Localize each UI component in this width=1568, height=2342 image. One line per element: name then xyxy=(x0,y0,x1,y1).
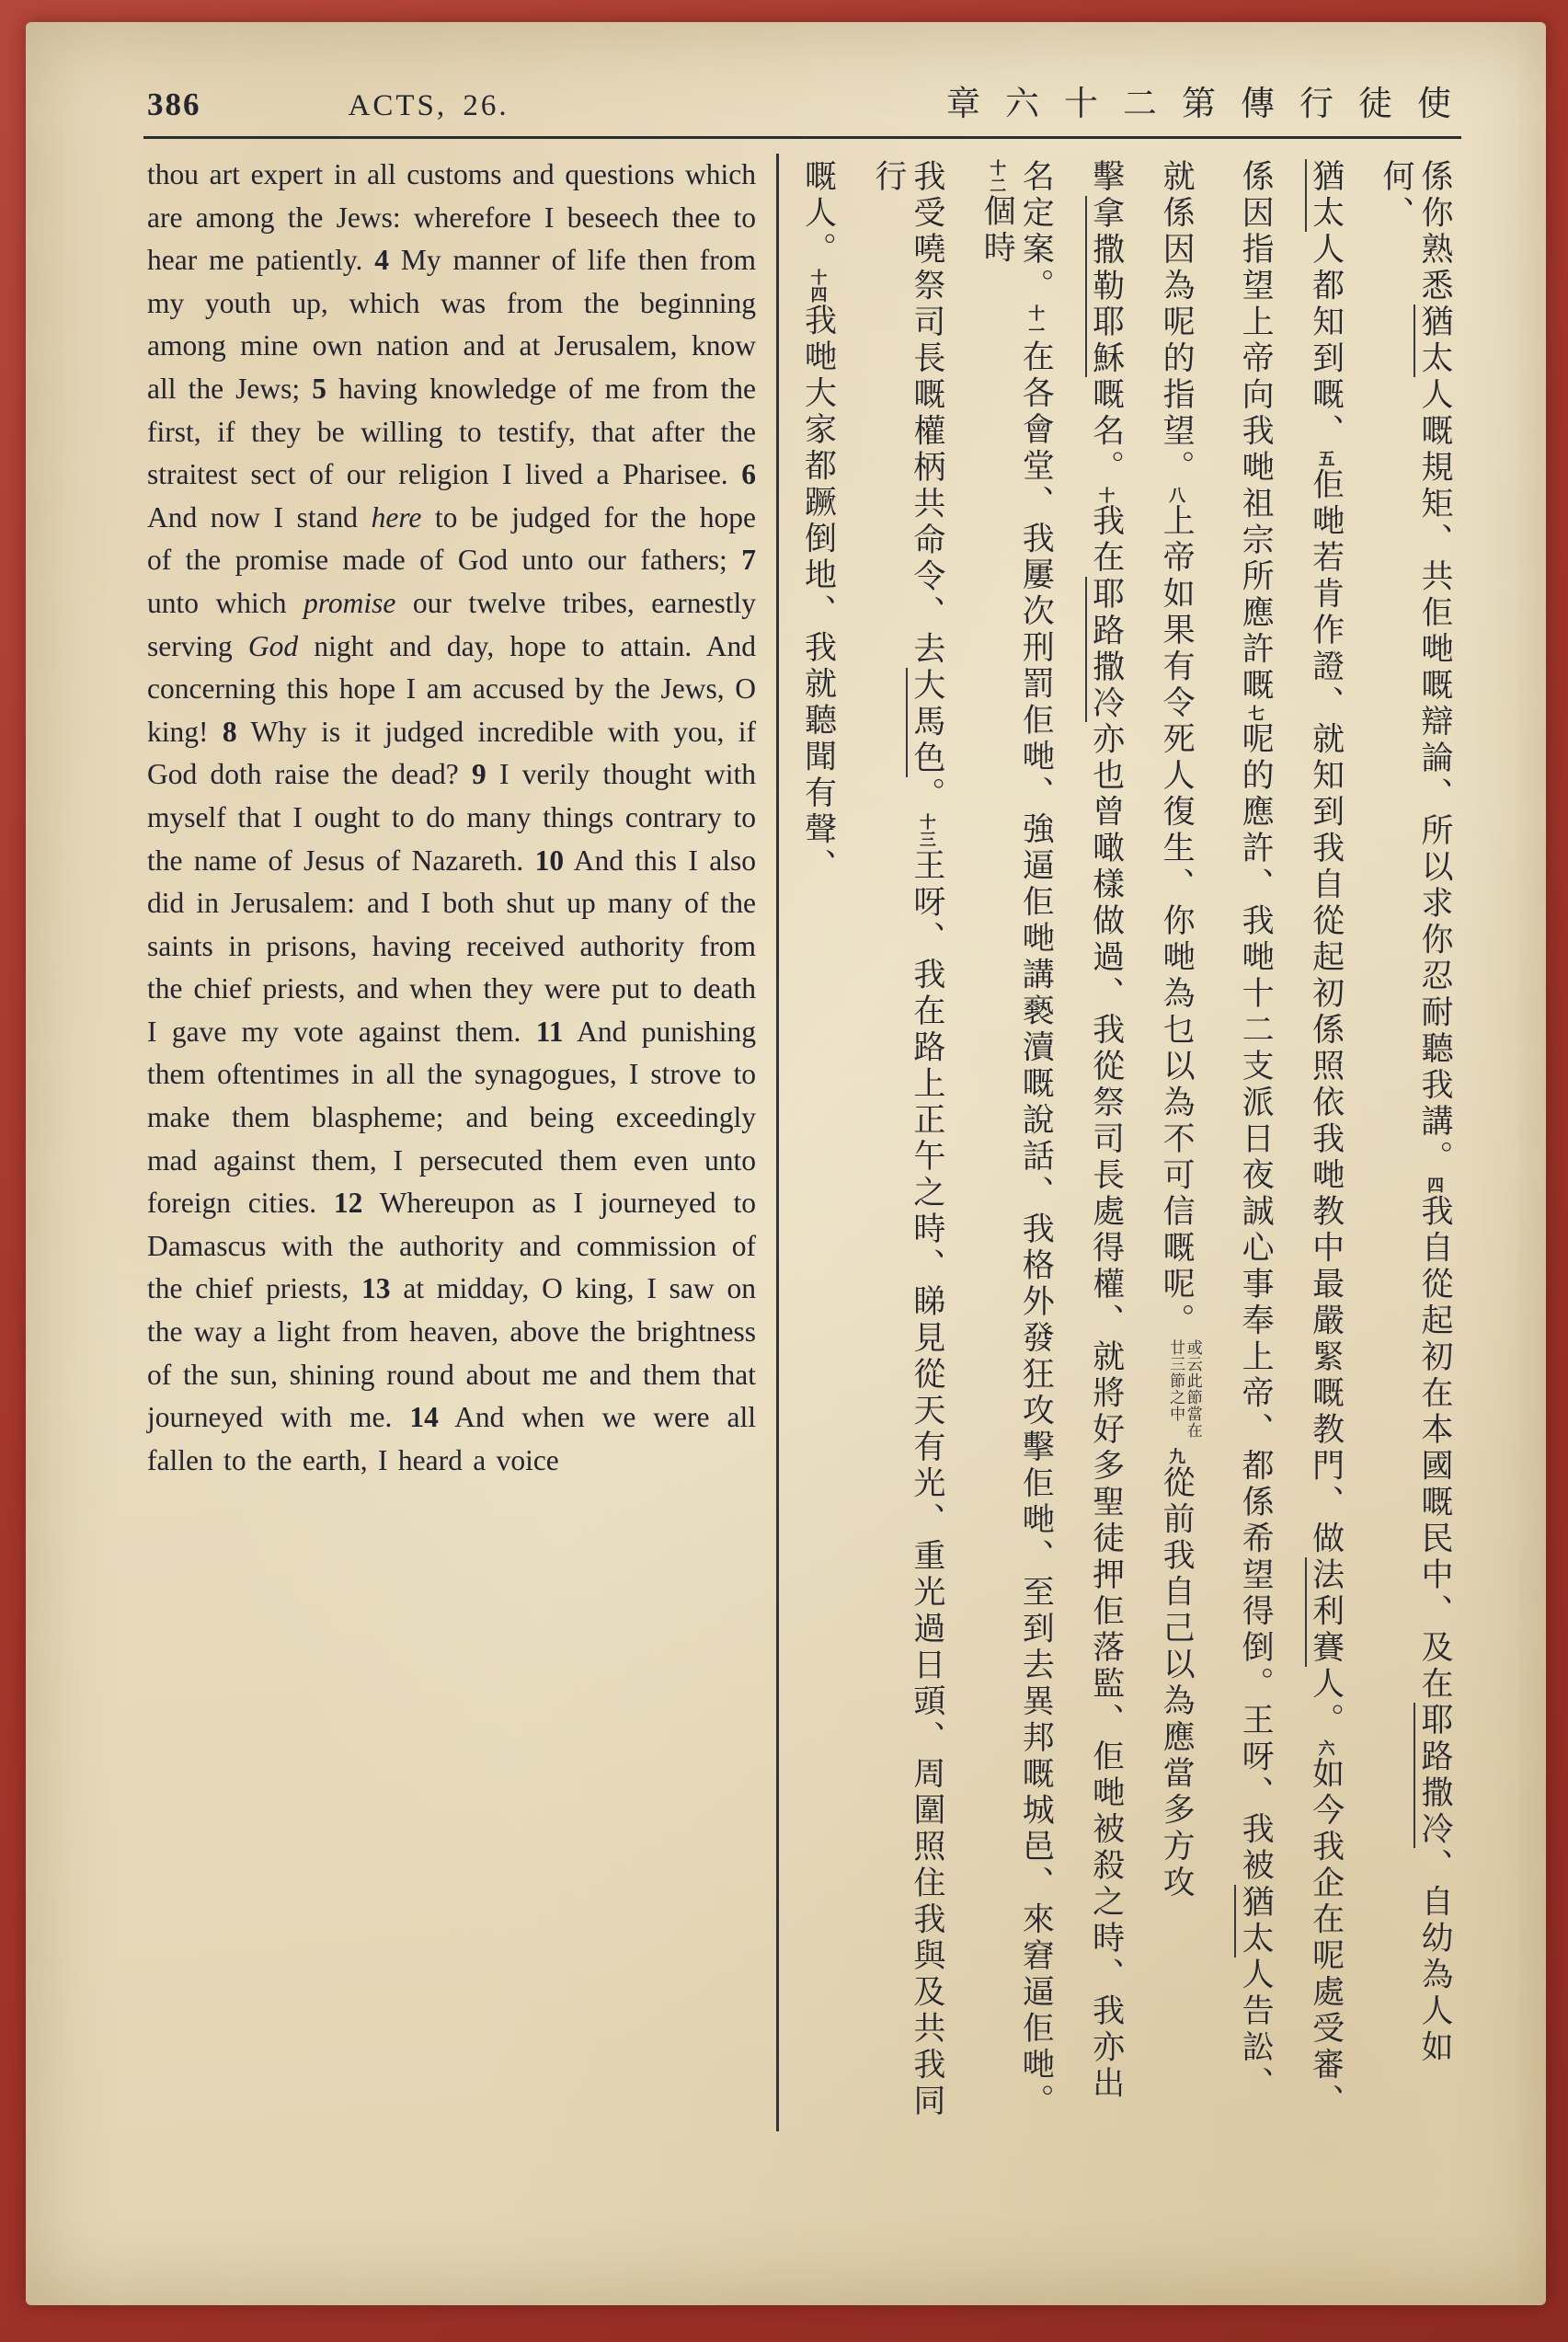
proper-noun-mark: 猶太 xyxy=(1234,1885,1274,1957)
english-text-run: And now I stand xyxy=(147,500,372,534)
chinese-column xyxy=(978,159,1055,2128)
english-text-column xyxy=(147,154,756,2150)
english-text-run: unto which xyxy=(147,586,304,619)
header-title-english: ACTS, 26. xyxy=(348,89,509,122)
chinese-verse-marker: 五 xyxy=(1316,450,1335,467)
chinese-column xyxy=(799,159,838,2128)
proper-noun-mark: 拿撒勒 xyxy=(1085,196,1125,305)
chinese-verse-marker: 四 xyxy=(1425,1177,1444,1194)
chinese-text-run: 名定案。 xyxy=(1018,159,1055,304)
chinese-verse-marker: 九 xyxy=(1167,1448,1186,1465)
english-text-run: night and day, hope to attain. And concerning this hope I am accused by the Jews, O king! xyxy=(147,629,756,748)
chinese-text-run: 在各會堂、我屢次刑罰佢哋、強逼佢哋講褻瀆嘅說話、我格外發狂攻擊佢哋、至到去異邦嘅城邑、來窘逼佢哋。 xyxy=(1018,339,1055,2120)
chinese-text-run: 人。 xyxy=(1308,1666,1345,1739)
english-text-run: having knowledge of me from the first, if they be willing to testify, that after the straitest sect of our religion I lived a Pharisee. xyxy=(147,372,756,491)
proper-noun-mark: 法利賽 xyxy=(1305,1557,1345,1667)
column-divider xyxy=(776,154,779,2131)
chinese-text-run: 。 xyxy=(909,776,945,813)
chinese-column xyxy=(1236,159,1275,2128)
scanned-page xyxy=(26,22,1546,2305)
proper-noun-mark: 猶太 xyxy=(1305,159,1345,232)
chinese-verse-marker: 十三 xyxy=(917,813,936,848)
chinese-column xyxy=(1307,159,1345,2128)
page-header xyxy=(147,75,1476,125)
chinese-text-run: 我在 xyxy=(1088,503,1125,577)
italic-word: here xyxy=(371,500,422,534)
verse-number: 12 xyxy=(333,1187,363,1220)
chinese-text-run: 個時 xyxy=(979,194,1016,267)
verse-number: 7 xyxy=(741,544,756,577)
chinese-text-run: 佢哋若肯作證、就知到我自從起初係照依我哋教中最嚴緊嘅教門、做 xyxy=(1308,467,1345,1557)
english-text-run: And when we were all fallen to the earth, I heard a voice xyxy=(147,1401,756,1476)
chinese-text-run: 人都知到嘅、 xyxy=(1308,232,1345,450)
chinese-text-run: 嘅名。 xyxy=(1088,377,1125,487)
chinese-text-run: 人告訟、 xyxy=(1238,1957,1275,2103)
chinese-text-run: 就係因為呢的指望。 xyxy=(1159,159,1196,487)
english-text-run: Whereupon as I journeyed to Damascus with the authority and commission of the chief priests, xyxy=(147,1187,756,1305)
chinese-text-run: 嘅人。 xyxy=(800,159,837,269)
chinese-text-column xyxy=(786,154,1462,2150)
italic-word: God xyxy=(247,629,299,662)
chinese-text-run: 係因指望上帝向我哋祖宗所應許嘅 xyxy=(1238,159,1275,705)
text-columns xyxy=(147,139,1461,2150)
chinese-column xyxy=(1377,159,1454,2128)
english-text-run: And this I also did in Jerusalem: and I both shut up many of the saints in prisons, having received authority from the chief priests, and when they were put to death I gave my vote against them. xyxy=(147,844,756,1048)
verse-number: 10 xyxy=(534,844,565,877)
chinese-verse-marker: 十一 xyxy=(1026,304,1046,339)
chinese-text-run: 王呀、我在路上正午之時、睇見從天有光、重光過日頭、周圍照住我與及共我同行 xyxy=(870,159,945,2120)
header-title-chinese: 章六十二第傳行徒使 xyxy=(946,86,1476,123)
proper-noun-mark: 耶路撒冷 xyxy=(1413,1703,1453,1848)
english-text-run: to be judged for the hope of the promise made of God unto our fathers; xyxy=(147,500,756,577)
chinese-text-run: 呢的應許、我哋十二支派日夜誠心事奉上帝、都係希望得倒。王呀、我被 xyxy=(1238,721,1275,1885)
chinese-text-run: 上帝如果有令死人復生、你哋為乜以為不可信嘅呢。 xyxy=(1159,503,1196,1339)
chinese-text-run: 、自幼為人如何、 xyxy=(1378,159,1453,2066)
chinese-column xyxy=(869,159,946,2128)
chinese-text-run: 係你熟悉 xyxy=(1416,159,1453,304)
verse-number: 6 xyxy=(741,458,756,491)
verse-number: 11 xyxy=(535,1015,564,1048)
chinese-text-run: 我自從起初在本國嘅民中、及在 xyxy=(1416,1194,1453,1703)
english-text-run: My manner of life then from my youth up, which was from the beginning among mine own nation and at Jerusalem, know all the Jews; xyxy=(147,244,757,405)
chinese-text-run: 我受嘵祭司長嘅權柄共命令、去 xyxy=(909,159,945,668)
chinese-verse-marker: 八 xyxy=(1167,486,1186,504)
chinese-text-run: 人嘅規矩、共佢哋嘅辯論、所以求你忍耐聽我講。 xyxy=(1416,377,1453,1177)
verse-number: 5 xyxy=(312,372,327,405)
chinese-verse-marker: 十四 xyxy=(808,268,828,304)
verse-number: 13 xyxy=(361,1272,391,1305)
chinese-verse-marker: 十二 xyxy=(988,159,1007,194)
chinese-verse-marker: 六 xyxy=(1316,1739,1335,1757)
chinese-verse-marker: 十 xyxy=(1096,486,1116,504)
chinese-text-run: 亦也曾噉樣做過、我從祭司長處得權、就將好多聖徒押佢落監、佢哋被殺之時、我亦出 xyxy=(1088,721,1125,2103)
chinese-inline-note: 或云此節當在廿三節之中 xyxy=(1167,1339,1202,1439)
english-text-run: our twelve tribes, earnestly serving xyxy=(147,586,757,662)
proper-noun-mark: 猶太 xyxy=(1413,304,1453,377)
english-text-run: And punishing them oftentimes in all the synagogues, I strove to make them blaspheme; and being exceedingly mad against them, I persecuted them even unto foreign cities. xyxy=(147,1015,756,1220)
proper-noun-mark: 大馬色 xyxy=(906,668,945,777)
chinese-text-run: 從前我自己以為應當多方攻 xyxy=(1159,1465,1196,1901)
proper-noun-mark: 耶穌 xyxy=(1085,304,1125,377)
page-number: 386 xyxy=(147,86,201,122)
verse-number: 4 xyxy=(374,244,390,277)
verse-number: 9 xyxy=(471,758,486,791)
verse-number: 8 xyxy=(222,715,237,748)
chinese-verse-marker: 七 xyxy=(1246,704,1265,722)
chinese-text-run: 如今我企在呢處受審、 xyxy=(1308,1756,1345,2120)
verse-number: 14 xyxy=(409,1401,439,1434)
chinese-column xyxy=(1157,159,1205,2128)
english-text-run: I verily thought with myself that I ought to do many things contrary to the name of Jesus of Nazareth. xyxy=(147,758,756,877)
english-text-run: thou art expert in all customs and questions which are among the Jews: wherefore I beseech thee to hear me patiently. xyxy=(147,158,756,277)
chinese-text-run: 我哋大家都蹶倒地、我就聽聞有聲、 xyxy=(800,303,837,885)
italic-word: promise xyxy=(303,586,396,619)
english-text-run: Why is it judged incredible with you, if God doth raise the dead? xyxy=(147,715,756,791)
english-text-run: at midday, O king, I saw on the way a light from heaven, above the brightness of the sun, shining round about me and them that journeyed with me. xyxy=(147,1272,756,1434)
proper-noun-mark: 耶路撒冷 xyxy=(1085,577,1125,722)
chinese-text-run: 擊 xyxy=(1088,159,1125,196)
chinese-column xyxy=(1087,159,1126,2128)
